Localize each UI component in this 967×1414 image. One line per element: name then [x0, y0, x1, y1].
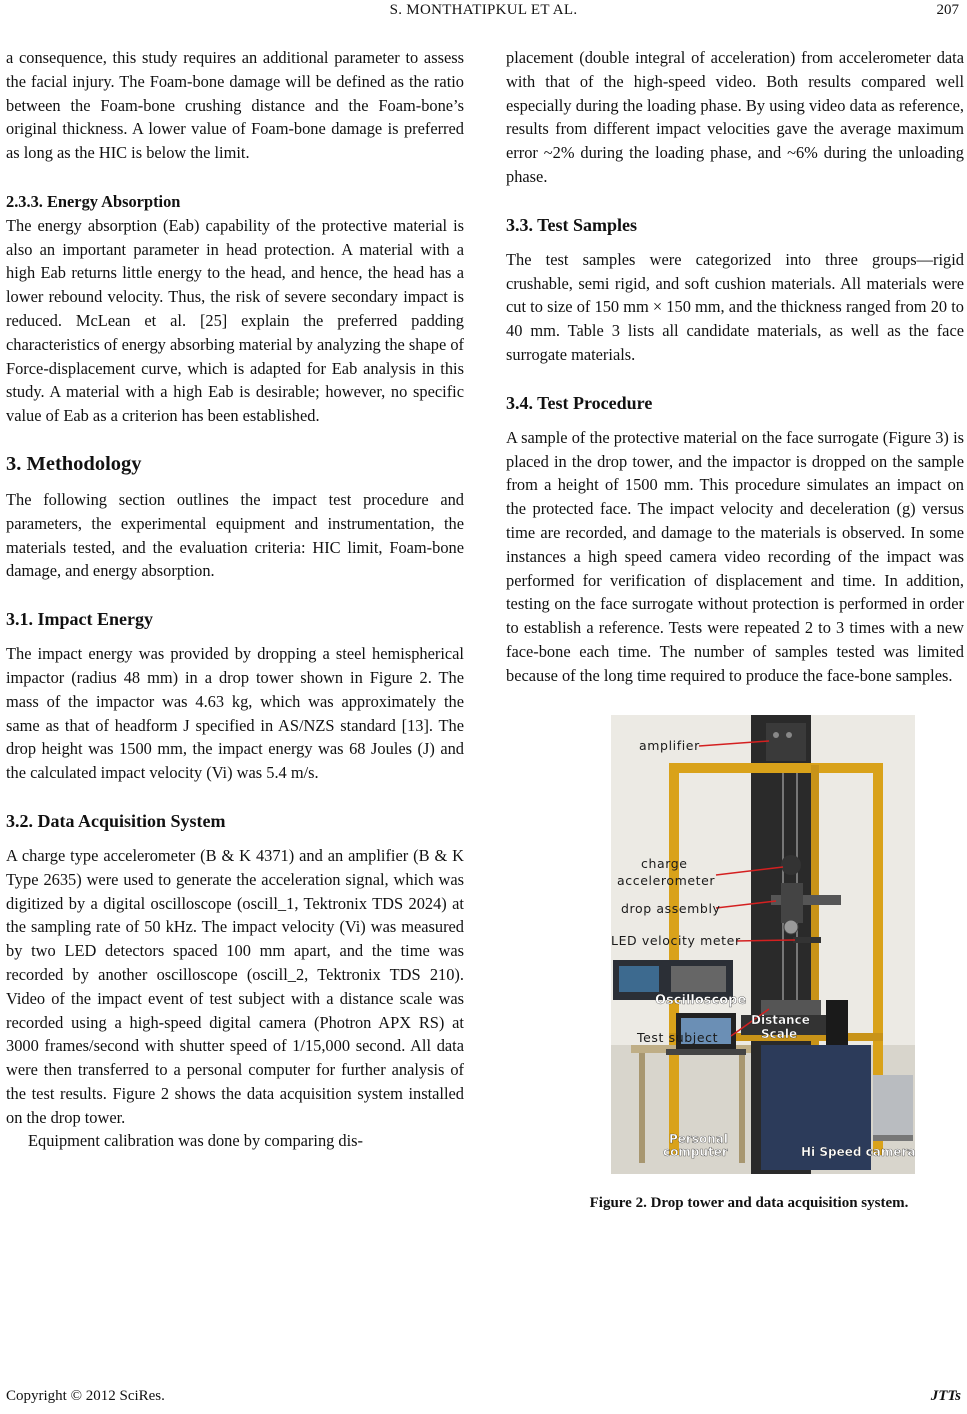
amplifier-unit — [766, 723, 806, 761]
heading-3-methodology: 3. Methodology — [6, 452, 142, 475]
paragraph-foam-bone-damage: a consequence, this study requires an additional parameter to assess the facial injury. The Foam-bone damage will be defined as the ratio between the Foam-bone crushing distance and the Foam-bone’s original thickness. A lower value of Foam-bone damage is preferred as long as the HIC is below the limit. — [6, 48, 464, 163]
label-distance: Distance — [751, 1012, 810, 1027]
label-personal: Personal — [669, 1131, 728, 1146]
running-head-authors-text: S. MONTHATIPKUL ET AL. — [389, 2, 578, 18]
paragraph-test-samples: The test samples were categorized into three groups—rigid crushable, semi rigid, and soft cushion materials. All materials were cut to size of 150 mm × 150 mm, and the thickness ranged from 20 to 40 mm. Table 3 lists all candidate materials, as well as the face surrogate materials. — [506, 249, 964, 364]
figure-2-photo — [611, 715, 915, 1174]
paragraph-calibration-end: placement (double integral of acceleration) from accelerometer data with that of the high-speed video. Both results compared well especially during the loading phase. By using video data as reference, results from different impact velocities gave the average maximum error ~2% during the loading phase, and ~6% during the unloading phase. — [506, 48, 964, 186]
label-led-velocity-meter: LED velocity meter — [611, 932, 741, 948]
figure-2-caption: Figure 2. Drop tower and data acquisition system. — [589, 1194, 909, 1211]
distance-scale-board — [826, 1000, 848, 1045]
footer-journal: JTTs — [930, 1388, 961, 1404]
footer-copyright: Copyright © 2012 SciRes. — [6, 1388, 165, 1404]
heading-3-4: 3.4. Test Procedure — [506, 392, 653, 413]
running-head — [0, 2, 967, 24]
page-footer — [6, 1388, 961, 1410]
label-computer: computer — [663, 1144, 728, 1159]
paragraph-calibration-start: Equipment calibration was done by comparing dis- — [28, 1131, 364, 1151]
label-amplifier: amplifier — [639, 737, 700, 753]
led-velocity-meter — [793, 937, 821, 943]
right-column — [506, 46, 964, 1215]
charge-accelerometer — [781, 855, 801, 875]
label-accelerometer: accelerometer — [617, 872, 716, 888]
label-drop-assembly: drop assembly — [621, 900, 721, 916]
drop-tower-illustration — [611, 715, 915, 1174]
paragraph-methodology: The following section outlines the impact test procedure and parameters, the experimental equipment and instrumentation, the materials tested, and the evaluation criteria: HIC limit, Foam-bone damage, and energy absorption. — [6, 489, 464, 581]
heading-3-1: 3.1. Impact Energy — [6, 609, 153, 630]
label-charge: charge — [641, 855, 688, 871]
heading-3-3: 3.3. Test Samples — [506, 214, 638, 235]
label-scale: Scale — [761, 1026, 798, 1041]
paragraph-energy-absorption: The energy absorption (Eab) capability of the protective material is also an important parameter in head protection. A material with a high Eab returns little energy to the head, and hence, the head has a lower rebound velocity. Thus, the risk of severe secondary impact is reduced. McLean et al. [25] explain the preferred padding characteristics of energy absorbing material by analyzing the shape of Force-displacement curve, which is adapted for Eab analysis in this study. A material with a high Eab is desirable; however, no specific value of Eab as a criterion has been established. — [6, 215, 465, 426]
label-hi-speed-camera: Hi Speed camera — [801, 1144, 915, 1159]
heading-3-2: 3.2. Data Acquisition System — [6, 810, 226, 831]
running-head-authors — [0, 2, 967, 19]
paragraph-data-acquisition: A charge type accelerometer (B & K 4371) and an amplifier (B & K Type 2635) were used to generate the acceleration signal, which was digitized by a digital oscilloscope (oscill_1, Tektronix TDS 2024) at the sampling rate of 50 kHz. The impact velocity (Vi) was measured by two LED detectors spaced 100 mm apart, and the time was recorded by another oscilloscope (oscill_2, Tektronix TDS 210). Video of the impact event of test subject with a distance scale was recorded using a high-speed digital camera (Photron APX RS) at 3000 frames/second with shutter speed of 1/15,000 second. All data were then transferred to a personal computer for further analysis of the test results. Figure 2 shows the data acquisition system installed on the drop tower. — [6, 845, 464, 1127]
page-number: 207 — [936, 2, 959, 18]
paragraph-test-procedure: A sample of the protective material on the face surrogate (Figure 3) is placed in the drop tower, and the impactor is dropped on the sample from a height of 1500 mm. This procedure simulates an impact on the protected face. The impact velocity and deceleration (g) versus time are recorded, and damage to the materials is observed. In some instances a high speed camera video recording of the impact was performed for verification of displacement and time. In addition, testing on the face surrogate without protection is performed in order to establish a reference. Tests were repeated 2 to 3 times with a new face-bone each time. The number of samples tested was limited because of the long time required to produce the face-bone samples. — [506, 427, 964, 685]
paragraph-impact-energy: The impact energy was provided by dropping a steel hemispherical impactor (radius 48 mm) in a drop tower shown in Figure 2. The mass of the impactor was 4.63 kg, which was approximately the same as that of headform J specified in AS/NZS standard [13]. The drop height was 1500 mm, the impact energy was 68 Joules (J) and the calculated impact velocity (Vi) was 5.4 m/s. — [6, 644, 464, 783]
label-test-subject: Test subject — [637, 1029, 719, 1045]
frame-top-bar — [669, 763, 883, 773]
left-column — [6, 46, 464, 1153]
heading-2-3-3: 2.3.3. Energy Absorption — [6, 191, 181, 211]
label-oscilloscope: Oscilloscope — [655, 992, 747, 1008]
hi-speed-camera-body — [873, 1075, 913, 1135]
